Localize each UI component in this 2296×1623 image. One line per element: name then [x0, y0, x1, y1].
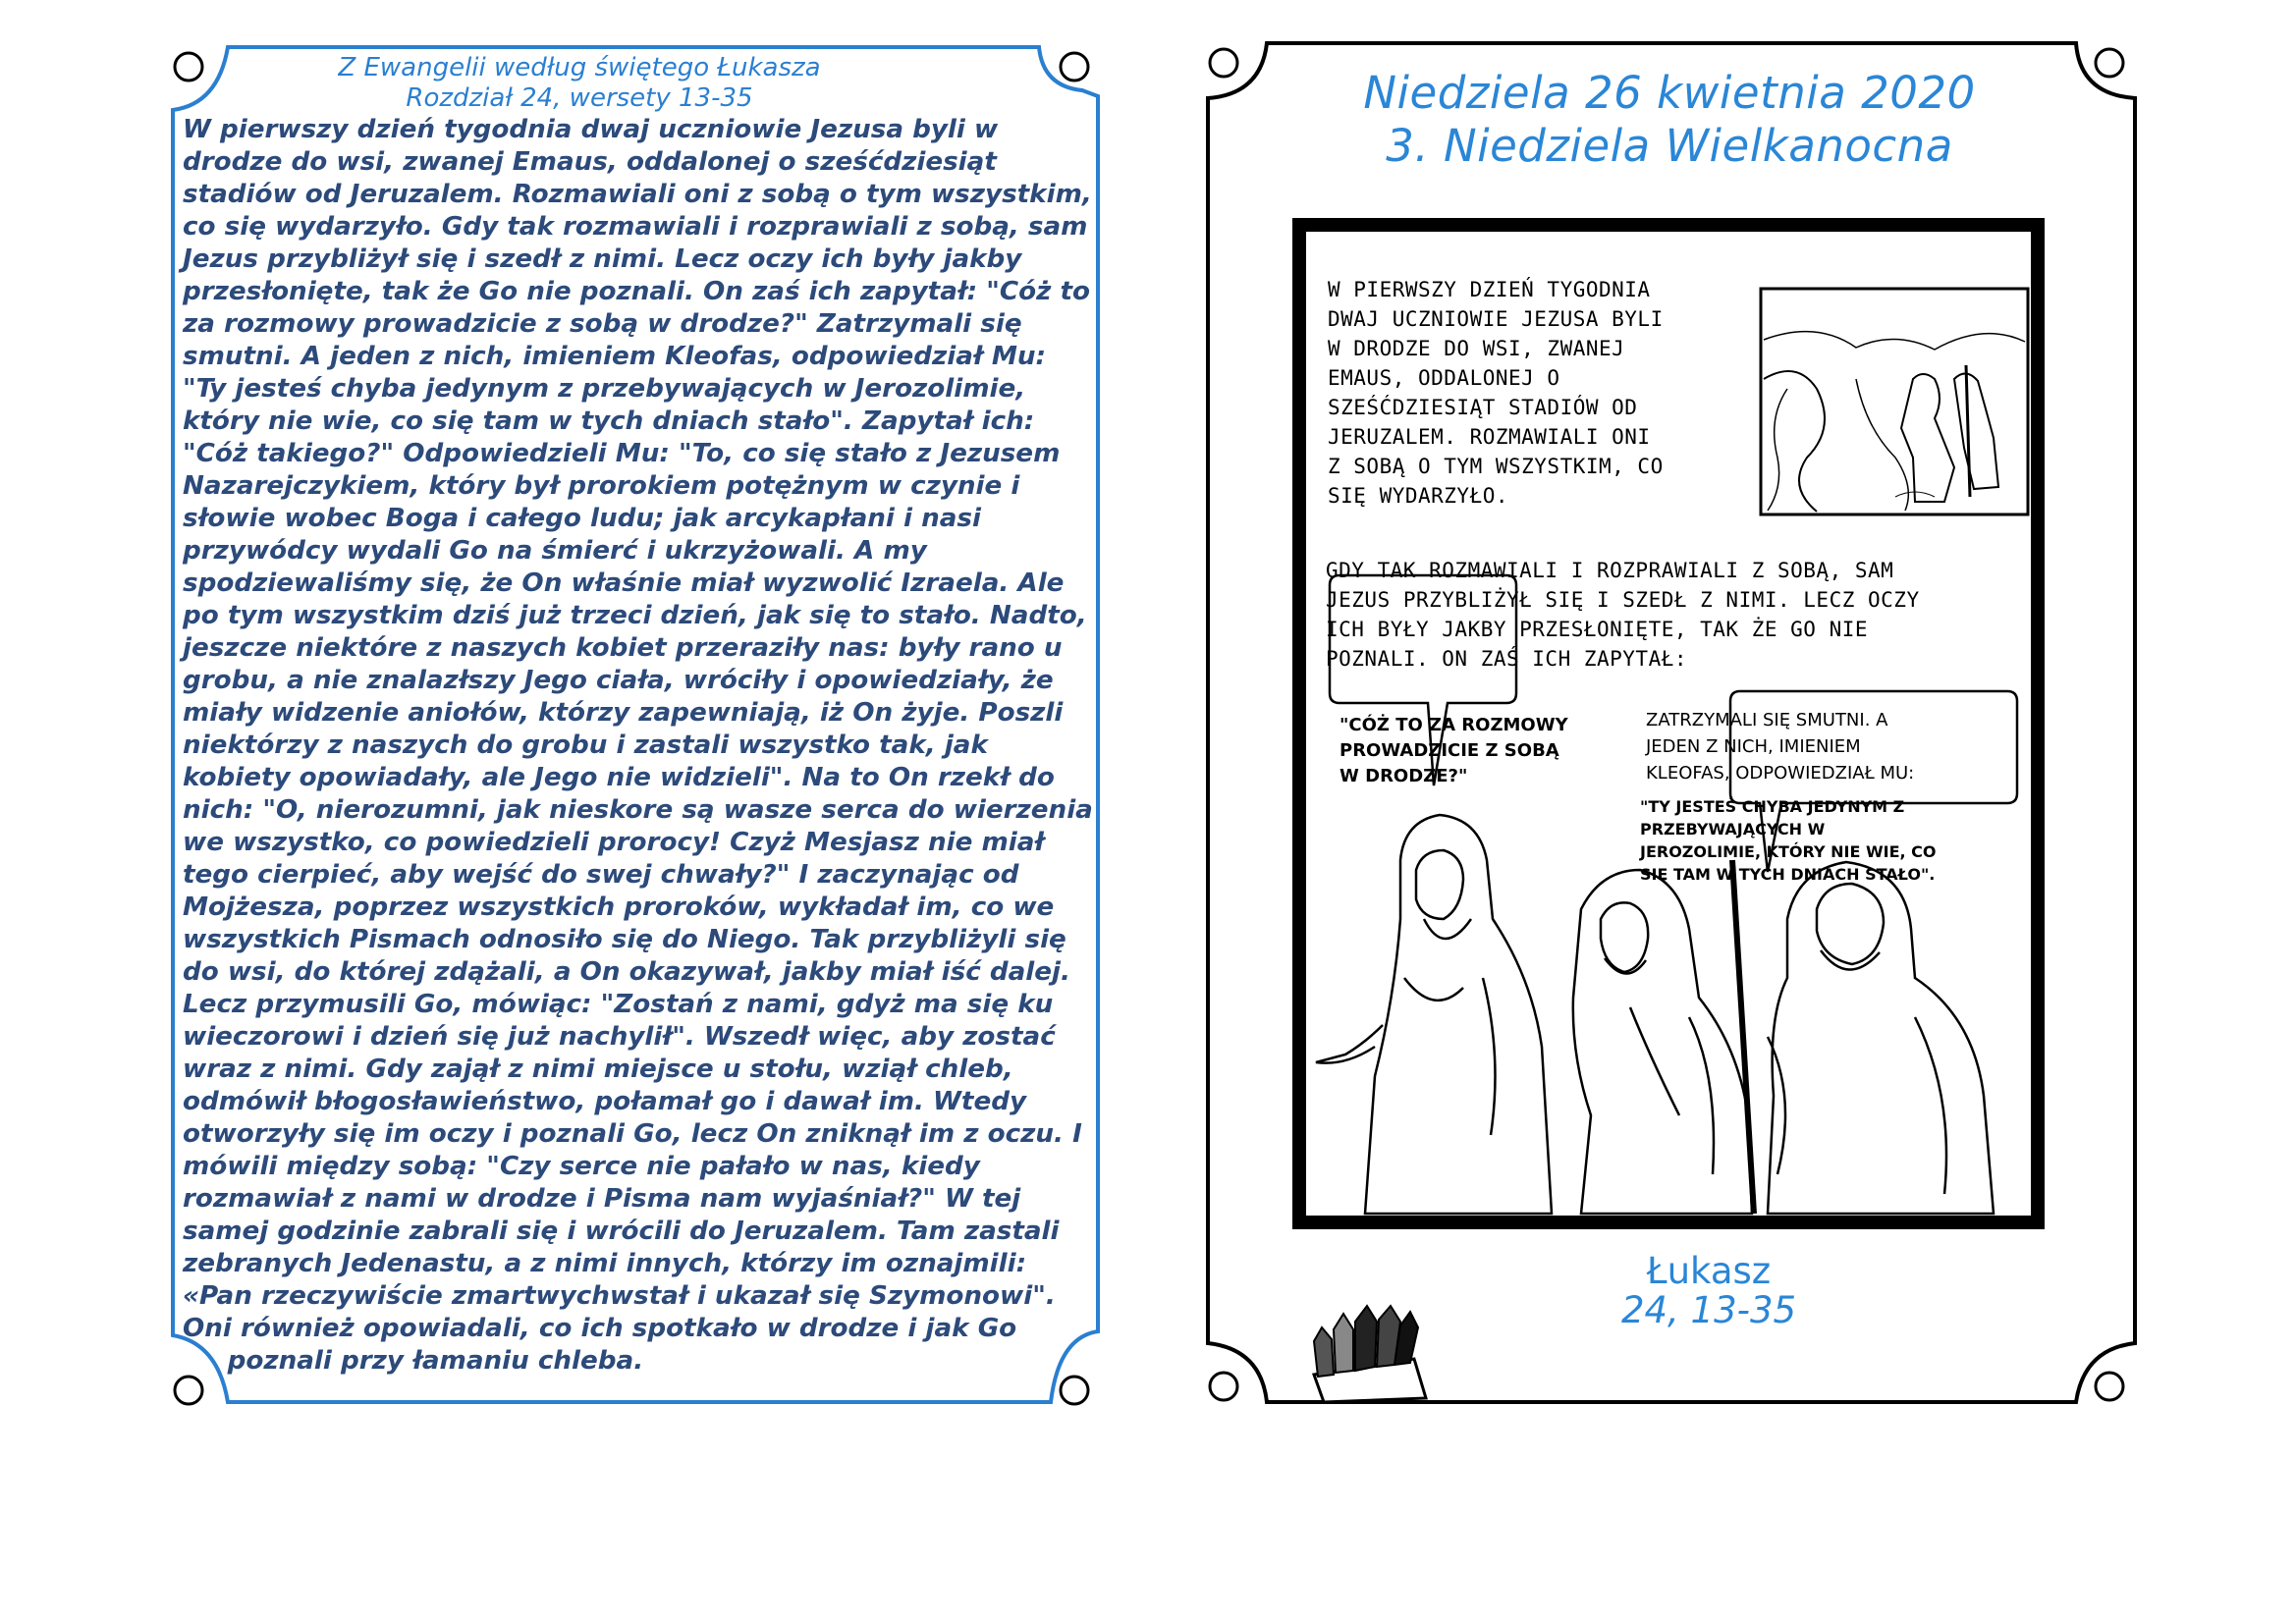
comic-panel [1292, 218, 2045, 1229]
bubble-2-text [1640, 795, 1937, 886]
bubble-line: PROWADZICIE Z SOBĄ [1339, 740, 1559, 761]
bubble-line: PRZEBYWAJĄCYCH W [1640, 820, 1826, 839]
gospel-line: słowie wobec Boga i całego ludu; jak arcykapłani i nasi [183, 504, 981, 533]
title-date: Niedziela 26 kwietnia 2020 [1363, 67, 1976, 119]
comic-caption-3 [1646, 707, 1914, 786]
caption-line: JEZUS PRZYBLIŻYŁ SIĘ I SZEDŁ Z NIMI. LECZ OCZY [1326, 588, 1920, 612]
gospel-line: drodze do wsi, zwanej Emaus, oddalonej o sześćdziesiąt [183, 147, 997, 177]
gospel-line: «Pan rzeczywiście zmartwychwstał i ukazał się Szymonowi". [183, 1281, 1056, 1311]
gospel-line: "Ty jesteś chyba jedynym z przebywających w Jerozolimie, [183, 374, 1026, 404]
left-frame-corner [1061, 1377, 1088, 1404]
left-frame-corner [1061, 53, 1088, 81]
gospel-line: po tym wszystkim dziś już trzeci dzień, jak się to stało. Nadto, [183, 601, 1087, 630]
reference-book: Łukasz [1646, 1250, 1772, 1292]
crayons-icon [1314, 1306, 1426, 1402]
emaus-road-picture [1761, 289, 2028, 514]
gospel-line: Lecz przymusili Go, mówiąc: "Zostań z nami, gdyż ma się ku [183, 990, 1054, 1019]
comic-caption-1 [1328, 275, 1664, 511]
gospel-line: miały widzenie aniołów, którzy zapewniają, iż On żyje. Poszli [183, 698, 1064, 728]
gospel-line: niektórzy z naszych do grobu i zastali wszystko tak, jak [183, 730, 988, 760]
gospel-line: Nazarejczykiem, który był prorokiem potężnym w czynie i [183, 471, 1020, 501]
gospel-line: co się wydarzyło. Gdy tak rozmawiali i rozprawiali z sobą, sam [183, 212, 1088, 242]
gospel-line: smutni. A jeden z nich, imieniem Kleofas, odpowiedział Mu: [183, 342, 1046, 371]
gospel-line: który nie wie, co się tam w tych dniach stało". Zapytał ich: [183, 406, 1035, 436]
right-frame-corner [2096, 1373, 2123, 1400]
gospel-line: wieczorowi i dzień się już nachylił". Wszedł więc, aby zostać [183, 1022, 1056, 1052]
gospel-text [183, 114, 1093, 1378]
reference-verses: 24, 13-35 [1620, 1289, 1797, 1331]
gospel-line: spodziewaliśmy się, że On właśnie miał wyzwolić Izraela. Ale [183, 568, 1065, 598]
gospel-line: przywódcy wydali Go na śmierć i ukrzyżowali. A my [183, 536, 927, 566]
gospel-header-line2: Rozdział 24, wersety 13-35 [406, 83, 753, 113]
caption-line: KLEOFAS, ODPOWIEDZIAŁ MU: [1646, 763, 1915, 784]
gospel-line: odmówił błogosławieństwo, połamał go i dawał im. Wtedy [183, 1087, 1027, 1116]
caption-line: GDY TAK ROZMAWIALI I ROZPRAWIALI Z SOBĄ, SAM [1326, 559, 1894, 582]
caption-line: W DRODZE DO WSI, ZWANEJ [1328, 337, 1625, 360]
caption-line: POZNALI. ON ZAŚ ICH ZAPYTAŁ: [1326, 647, 1688, 671]
scripture-reference [1532, 1252, 1886, 1330]
gospel-line: mówili między sobą: "Czy serce nie pałało w nas, kiedy [183, 1152, 980, 1181]
page-title [1237, 67, 2102, 173]
right-frame-corner [1210, 49, 1237, 77]
bubble-line: SIĘ TAM W TYCH DNIACH STAŁO". [1640, 865, 1936, 884]
gospel-line: Oni również opowiadali, co ich spotkało w drodze i jak Go [183, 1314, 1017, 1343]
caption-line: SIĘ WYDARZYŁO. [1328, 484, 1509, 508]
gospel-line: zebranych Jedenastu, a z nimi innych, którzy im oznajmili: [183, 1249, 1027, 1278]
caption-line: JERUZALEM. ROZMAWIALI ONI [1328, 425, 1651, 449]
gospel-line: grobu, a nie znalazłszy Jego ciała, wróciły i opowiedziały, że [183, 666, 1054, 695]
comic-caption-2 [1326, 556, 1920, 674]
gospel-line: tego cierpieć, aby wejść do swej chwały?" I zaczynając od [183, 860, 1019, 890]
gospel-line: do wsi, do której zdążali, a On okazywał, jakby miał iść dalej. [183, 957, 1070, 987]
gospel-line: poznali przy łamaniu chleba. [183, 1346, 644, 1376]
gospel-line: kobiety opowiadały, ale Jego nie widzieli". Na to On rzekł do [183, 763, 1055, 792]
bubble-1-text [1339, 713, 1568, 789]
title-sunday: 3. Niedziela Wielkanocna [1386, 120, 1953, 172]
gospel-line: jeszcze niektóre z naszych kobiet przeraziły nas: były rano u [183, 633, 1063, 663]
gospel-header-line1: Z Ewangelii według świętego Łukasza [338, 53, 821, 82]
caption-line: JEDEN Z NICH, IMIENIEM [1646, 736, 1861, 757]
caption-line: EMAUS, ODDALONEJ O [1328, 366, 1560, 390]
bubble-line: "CÓŻ TO ZA ROZMOWY [1339, 715, 1568, 735]
gospel-line: za rozmowy prowadzicie z sobą w drodze?" Zatrzymali się [183, 309, 1022, 339]
bubble-line: "TY JESTEŚ CHYBA JEDYNYM Z [1640, 797, 1905, 816]
bubble-line: W DRODZE?" [1339, 766, 1468, 786]
gospel-line: wszystkich Pismach odnosiło się do Niego. Tak przybliżyli się [183, 925, 1066, 954]
gospel-line: wraz z nimi. Gdy zajął z nimi miejsce u stołu, wziął chleb, [183, 1055, 1013, 1084]
gospel-line: Jezus przybliżył się i szedł z nimi. Lecz oczy ich były jakby [183, 244, 1022, 274]
right-frame-corner [1210, 1373, 1237, 1400]
gospel-line: "Cóż takiego?" Odpowiedzieli Mu: "To, co się stało z Jezusem [183, 439, 1061, 468]
gospel-line: we wszystko, co powiedzieli prorocy! Czyż Mesjasz nie miał [183, 828, 1045, 857]
disciple-figure-right [1732, 860, 1994, 1214]
caption-line: Z SOBĄ O TYM WSZYSTKIM, CO [1328, 455, 1664, 478]
left-frame-corner [175, 1377, 202, 1404]
gospel-line: Mojżesza, poprzez wszystkich proroków, wykładał im, co we [183, 893, 1055, 922]
gospel-line: przesłonięte, tak że Go nie poznali. On zaś ich zapytał: "Cóż to [183, 277, 1090, 306]
gospel-line: samej godzinie zabrali się i wrócili do Jeruzalem. Tam zastali [183, 1217, 1060, 1246]
gospel-line: stadiów od Jeruzalem. Rozmawiali oni z sobą o tym wszystkim, [183, 180, 1092, 209]
gospel-line: otworzyły się im oczy i poznali Go, lecz On zniknął im z oczu. I [183, 1119, 1082, 1149]
caption-line: DWAJ UCZNIOWIE JEZUSA BYLI [1328, 307, 1664, 331]
bubble-line: JEROZOLIMIE, KTÓRY NIE WIE, CO [1640, 842, 1937, 861]
gospel-header [226, 53, 933, 114]
left-frame-corner [175, 53, 202, 81]
caption-line: SZEŚĆDZIESIĄT STADIÓW OD [1328, 396, 1638, 419]
caption-line: ICH BYŁY JAKBY PRZESŁONIĘTE, TAK ŻE GO NIE [1326, 618, 1869, 641]
disciple-figure-left [1573, 870, 1752, 1214]
gospel-line: W pierwszy dzień tygodnia dwaj uczniowie Jezusa byli w [183, 115, 999, 144]
gospel-line: rozmawiał z nami w drodze i Pisma nam wyjaśniał?" W tej [183, 1184, 1021, 1214]
caption-line: ZATRZYMALI SIĘ SMUTNI. A [1646, 710, 1888, 730]
caption-line: W PIERWSZY DZIEŃ TYGODNIA [1328, 278, 1651, 301]
gospel-line: nich: "O, nierozumni, jak nieskore są wasze serca do wierzenia [183, 795, 1093, 825]
jesus-figure [1316, 815, 1552, 1214]
